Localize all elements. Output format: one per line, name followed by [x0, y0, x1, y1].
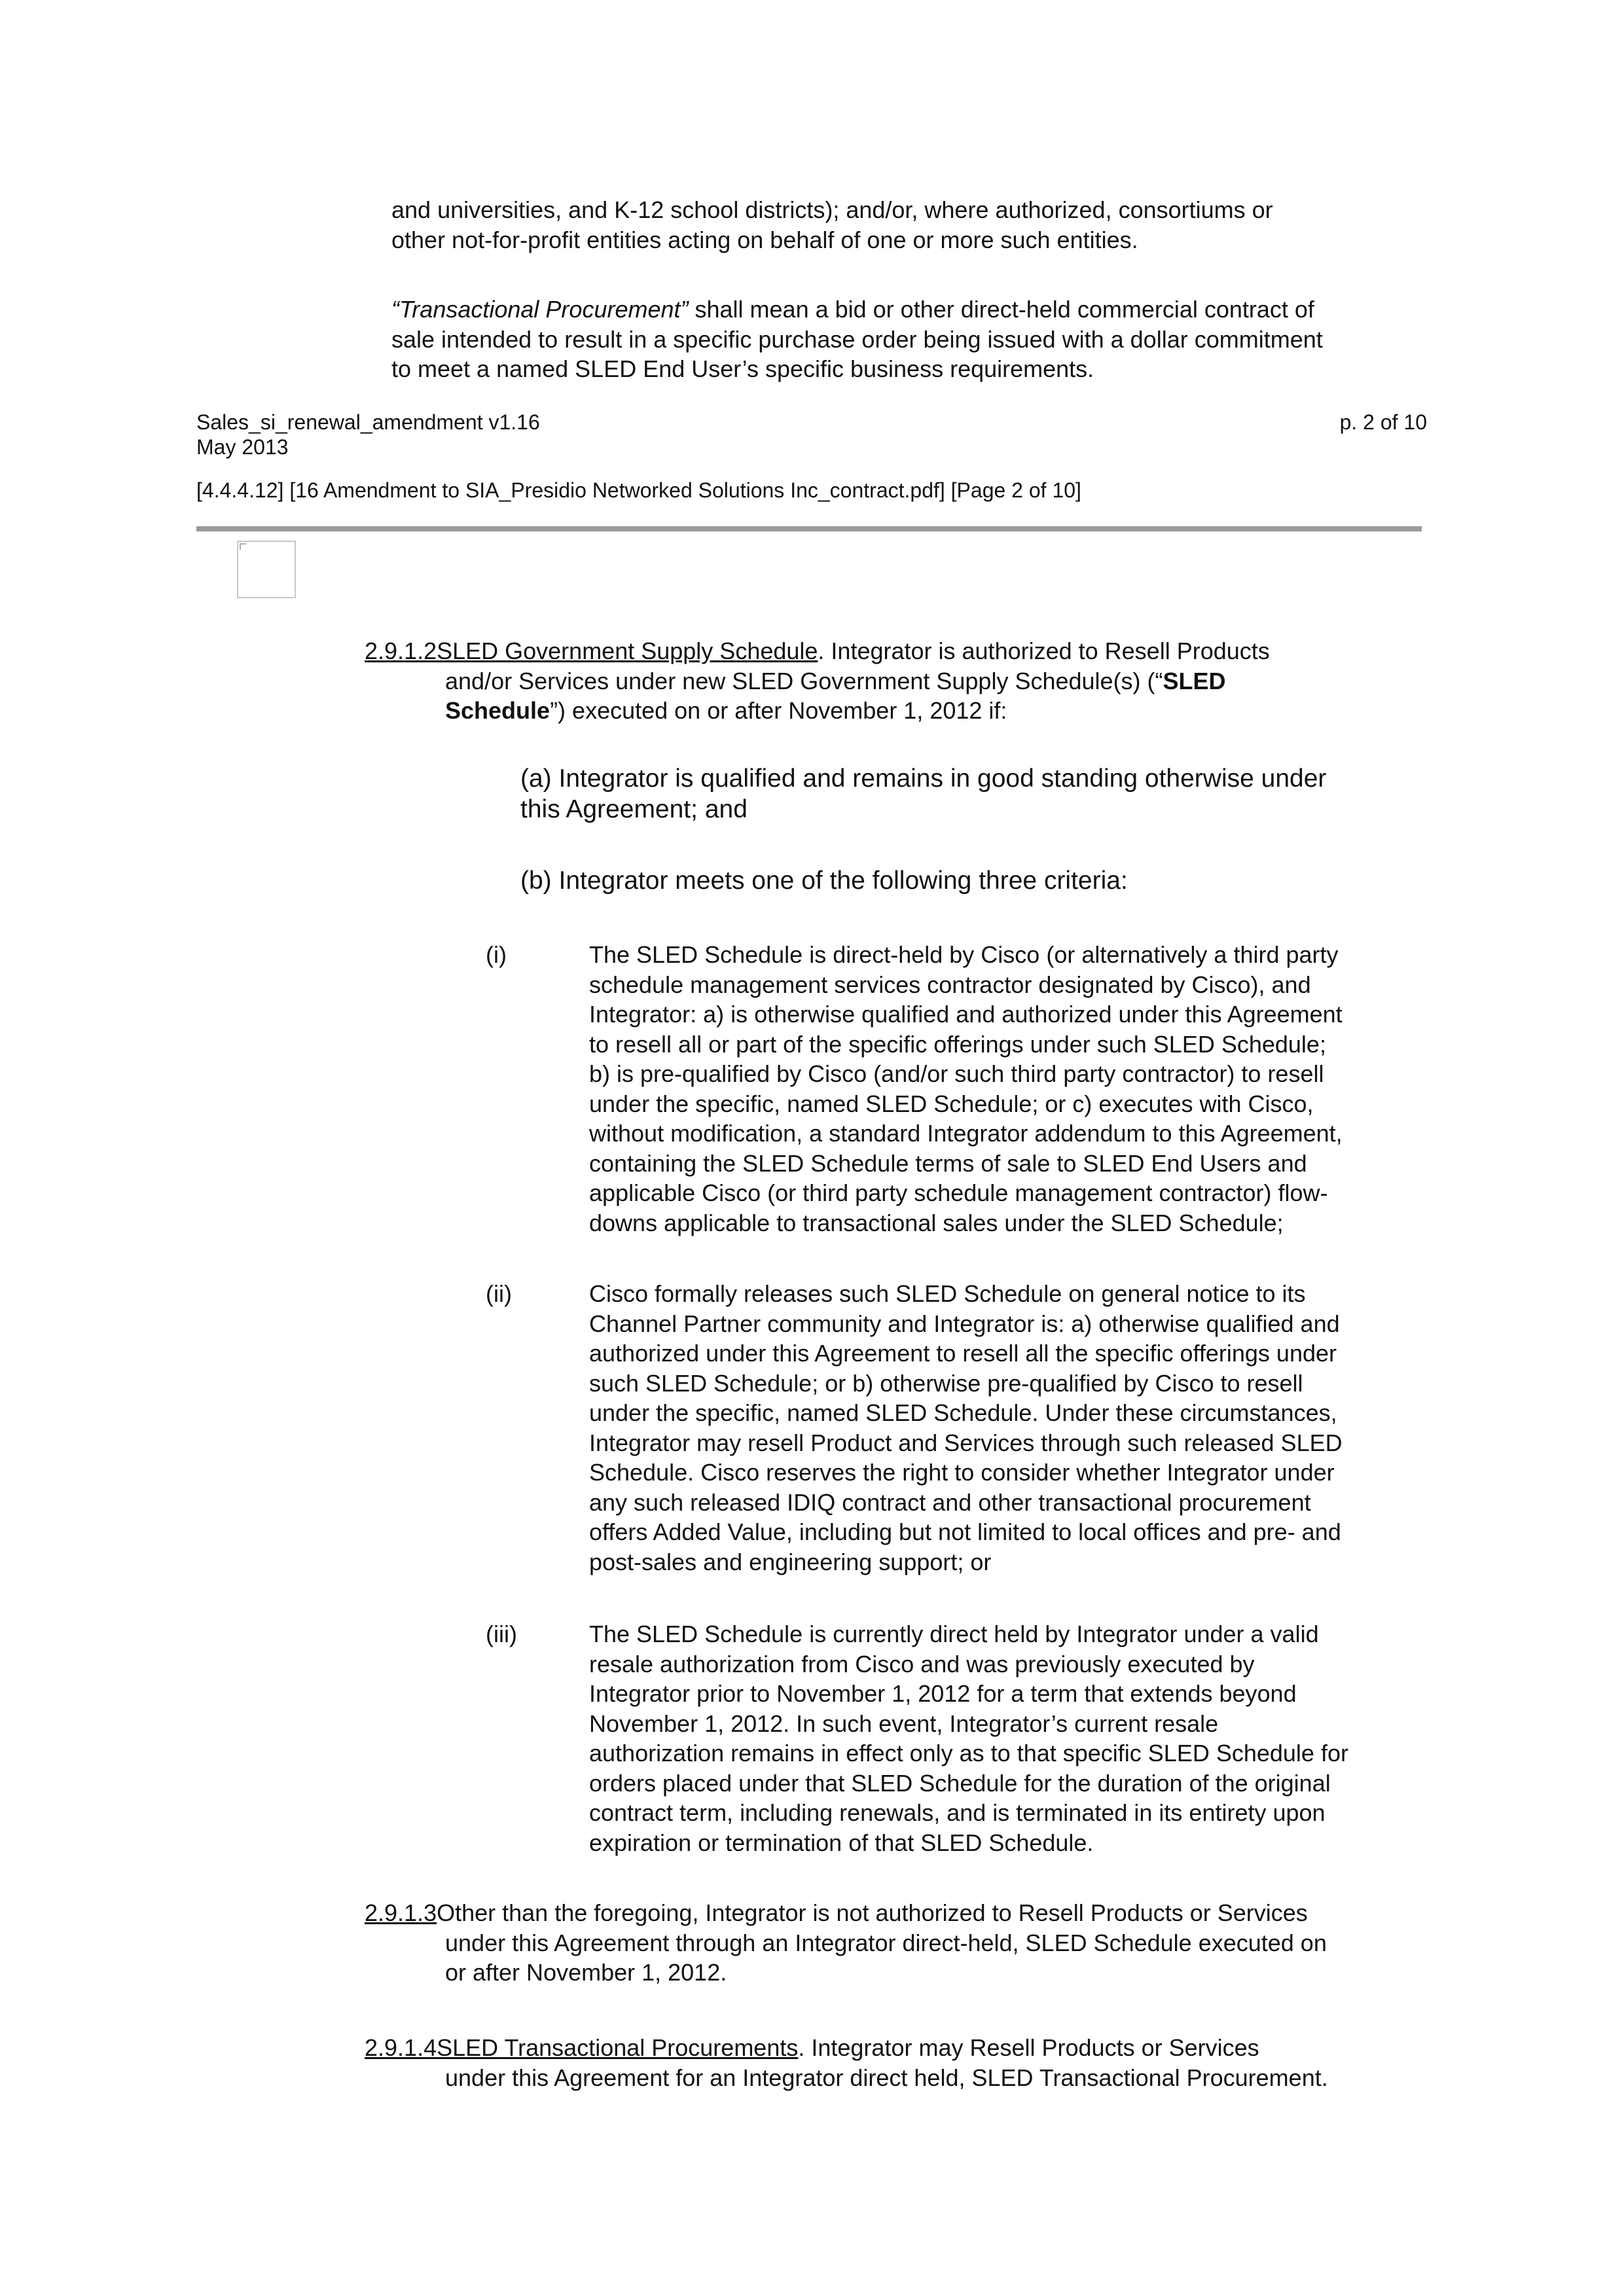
item-line: Integrator prior to November 1, 2012 for a term that extends beyond [589, 1680, 1297, 1707]
footer-date: May 2013 [196, 435, 289, 459]
section-number: 2.9.1.2 [365, 637, 437, 664]
section-body-line: Schedule”) executed on or after November 1, 2012 if: [445, 697, 1007, 724]
item-iii-label: (iii) [486, 1621, 517, 1647]
item-i-text [589, 940, 1434, 1238]
source-reference: [4.4.4.12] [16 Amendment to SIA_Presidio Networked Solutions Inc_contract.pdf] [Page 2 of 10] [196, 478, 1081, 502]
transactional-procurement-definition [391, 295, 1439, 384]
item-ii-label: (ii) [486, 1280, 512, 1307]
item-i-label: (i) [486, 941, 507, 968]
defined-term: “Transactional Procurement” [391, 296, 689, 323]
item-line: The SLED Schedule is direct-held by Cisco (or alternatively a third party [589, 941, 1339, 968]
item-iii-text [589, 1619, 1434, 1857]
item-line: authorization remains in effect only as to that specific SLED Schedule for [589, 1740, 1348, 1767]
item-line: Channel Partner community and Integrator is: a) otherwise qualified and [589, 1310, 1340, 1337]
condition-b [520, 865, 1437, 896]
item-line: containing the SLED Schedule terms of sale to SLED End Users and [589, 1149, 1307, 1177]
condition-line: (b) Integrator meets one of the following three criteria: [520, 867, 1128, 895]
section-heading-line: 2.9.1.2SLED Government Supply Schedule. Integrator is authorized to Resell Products [365, 637, 1270, 664]
section-number: 2.9.1.4 [365, 2034, 437, 2061]
footer-page-number: p. 2 of 10 [1339, 410, 1427, 434]
condition-a [520, 763, 1437, 825]
section-heading: SLED Transactional Procurements [437, 2034, 799, 2061]
section-heading-line: 2.9.1.3Other than the foregoing, Integrator is not authorized to Resell Products or Services [365, 1899, 1308, 1926]
section-number: 2.9.1.3 [365, 1899, 437, 1926]
item-line: Integrator: a) is otherwise qualified and authorized under this Agreement [589, 1001, 1343, 1028]
footer-doc-version: Sales_si_renewal_amendment v1.16 [196, 410, 540, 434]
item-ii-text [589, 1279, 1434, 1577]
section-heading: SLED Government Supply Schedule [437, 637, 818, 664]
section-2913 [365, 1898, 1425, 1988]
top-paragraph-line: and universities, and K-12 school districts); and/or, where authorized, consortiums or [391, 196, 1273, 223]
item-line: such SLED Schedule; or b) otherwise pre-qualified by Cisco to resell [589, 1369, 1303, 1397]
item-line: without modification, a standard Integrator addendum to this Agreement, [589, 1120, 1343, 1147]
item-line: authorized under this Agreement to resell all the specific offerings under [589, 1340, 1337, 1367]
item-line: November 1, 2012. In such event, Integrator’s current resale [589, 1710, 1219, 1737]
item-line: b) is pre-qualified by Cisco (and/or such third party contractor) to resell [589, 1060, 1324, 1087]
condition-line: this Agreement; and [520, 795, 748, 823]
image-placeholder-icon [237, 541, 296, 598]
item-line: to resell all or part of the specific offerings under such SLED Schedule; [589, 1030, 1326, 1058]
item-line: resale authorization from Cisco and was previously executed by [589, 1650, 1255, 1677]
item-line: Cisco formally releases such SLED Schedule on general notice to its [589, 1280, 1306, 1307]
definition-line: to meet a named SLED End User’s specific business requirements. [391, 355, 1094, 382]
page-separator [196, 526, 1422, 531]
item-line: Schedule. Cisco reserves the right to consider whether Integrator under [589, 1459, 1335, 1486]
definition-line: “Transactional Procurement” shall mean a bid or other direct-held commercial contract of [391, 296, 1314, 323]
condition-line: (a) Integrator is qualified and remains in good standing otherwise under [520, 764, 1327, 793]
top-paragraph-line: other not-for-profit entities acting on behalf of one or more such entities. [391, 226, 1138, 253]
section-body-line: under this Agreement through an Integrator direct-held, SLED Schedule executed on [445, 1929, 1327, 1956]
section-body-line: or after November 1, 2012. [445, 1959, 727, 1986]
item-line: The SLED Schedule is currently direct held by Integrator under a valid [589, 1621, 1319, 1647]
item-line: under the specific, named SLED Schedule. Under these circumstances, [589, 1399, 1337, 1426]
top-paragraph [391, 195, 1439, 255]
item-line: any such released IDIQ contract and other transactional procurement [589, 1488, 1311, 1516]
item-line: post-sales and engineering support; or [589, 1548, 992, 1575]
item-line: contract term, including renewals, and is terminated in its entirety upon [589, 1799, 1326, 1826]
section-2912 [365, 636, 1425, 726]
item-line: Integrator may resell Product and Services through such released SLED [589, 1429, 1343, 1456]
section-2914 [365, 2033, 1425, 2092]
section-body-line: and/or Services under new SLED Government Supply Schedule(s) (“SLED [445, 667, 1226, 694]
item-line: schedule management services contractor designated by Cisco), and [589, 971, 1311, 998]
item-line: offers Added Value, including but not limited to local offices and pre- and [589, 1518, 1341, 1545]
item-line: expiration or termination of that SLED Schedule. [589, 1829, 1094, 1856]
item-line: orders placed under that SLED Schedule for the duration of the original [589, 1769, 1331, 1797]
section-heading-line: 2.9.1.4SLED Transactional Procurements. Integrator may Resell Products or Services [365, 2034, 1259, 2061]
section-body-line: under this Agreement for an Integrator direct held, SLED Transactional Procurement. [445, 2064, 1328, 2091]
item-line: downs applicable to transactional sales under the SLED Schedule; [589, 1209, 1284, 1236]
definition-line: sale intended to result in a specific purchase order being issued with a dollar commitment [391, 325, 1323, 353]
item-line: under the specific, named SLED Schedule; or c) executes with Cisco, [589, 1090, 1314, 1117]
item-line: applicable Cisco (or third party schedule management contractor) flow- [589, 1179, 1328, 1206]
